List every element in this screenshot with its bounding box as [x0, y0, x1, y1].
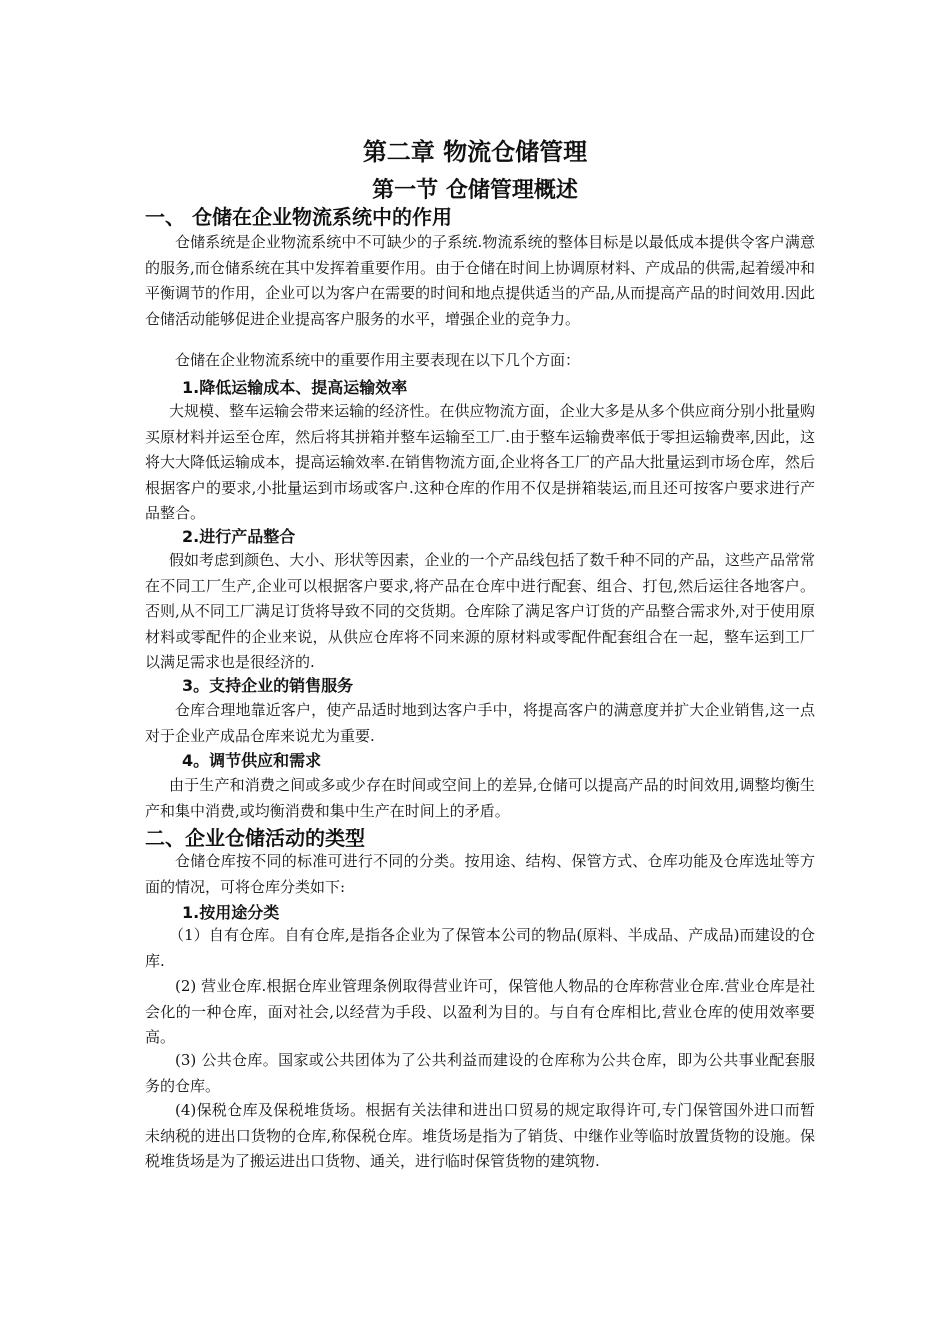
- heading-warehouse-types: 二、企业仓储活动的类型: [145, 826, 365, 850]
- subheading-product-integration: 2.进行产品整合: [182, 527, 296, 546]
- paragraph-sales-service: 仓库合理地靠近客户，使产品适时地到达客户手中，将提高客户的满意度并扩大企业销售,这一点对于企业产成品仓库来说尤为重要.: [145, 701, 815, 745]
- paragraph-warehousing-system: 仓储系统是企业物流系统中不可缺少的子系统.物流系统的整体目标是以最低成本提供令客户满意的服务,而仓储系统在其中发挥着重要作用。由于仓储在时间上协调原材料、产成品的供需,起着缓冲和平衡调节的作用，企业可以为客户在需要的时间和地点提供适当的产品,从而提高产品的时间效用.因此仓储活动能够促进企业提高客户服务的水平，增强企业的竞争力。: [145, 233, 815, 328]
- chapter-title: 第二章 物流仓储管理: [362, 138, 588, 166]
- paragraph-bonded-warehouse: (4)保税仓库及保税堆货场。根据有关法律和进出口贸易的规定取得许可,专门保管国外进口而暂未纳税的进出口货物的仓库,称保税仓库。堆货场是指为了销货、中继作业等临时放置货物的设施。保税堆货场是为了搬运进出口货物、通关，进行临时保管货物的建筑物.: [145, 1101, 815, 1170]
- subheading-supply-demand: 4。调节供应和需求: [182, 751, 322, 770]
- subheading-by-use: 1.按用途分类: [182, 903, 280, 922]
- paragraph-role-intro: 仓储在企业物流系统中的重要作用主要表现在以下几个方面：: [175, 351, 581, 369]
- section-title: 第一节 仓储管理概述: [372, 178, 578, 203]
- paragraph-product-integration: 假如考虑到颜色、大小、形状等因素，企业的一个产品线包括了数千种不同的产品，这些产品常常在不同工厂生产,企业可以根据客户要求,将产品在仓库中进行配套、组合、打包,然后运往各地客户。否则,从不同工厂满足订货将导致不同的交货期。仓库除了满足客户订货的产品整合需求外,对于使用原材料或零配件的企业来说，从供应仓库将不同来源的原材料或零配件配套组合在一起，整车运到工厂以满足需求也是很经济的.: [145, 551, 815, 671]
- subheading-reduce-transport-cost: 1.降低运输成本、提高运输效率: [182, 378, 408, 397]
- heading-role-of-warehousing: 一、 仓储在企业物流系统中的作用: [145, 205, 452, 229]
- paragraph-transport-economy: 大规模、整车运输会带来运输的经济性。在供应物流方面，企业大多是从多个供应商分别小批量购买原材料并运至仓库，然后将其拼箱并整车运输至工厂.由于整车运输费率低于零担运输费率,因此，这将大大降低运输成本，提高运输效率.在销售物流方面,企业将各工厂的产品大批量运到市场仓库，然后根据客户的要求,小批量运到市场或客户.这种仓库的作用不仅是拼箱装运,而且还可按客户要求进行产品整合。: [145, 402, 815, 522]
- paragraph-business-warehouse: (2) 营业仓库.根据仓库业管理条例取得营业许可，保管他人物品的仓库称营业仓库.营业仓库是社会化的一种仓库，面对社会,以经营为手段、以盈利为目的。与自有仓库相比,营业仓库的使用效率要高。: [145, 977, 815, 1046]
- paragraph-supply-demand: 由于生产和消费之间或多或少存在时间或空间上的差异,仓储可以提高产品的时间效用,调整均衡生产和集中消费,或均衡消费和集中生产在时间上的矛盾。: [145, 776, 815, 820]
- subheading-sales-service: 3。支持企业的销售服务: [182, 676, 354, 695]
- paragraph-public-warehouse: (3) 公共仓库。国家或公共团体为了公共利益而建设的仓库称为公共仓库，即为公共事业配套服务的仓库。: [145, 1051, 815, 1095]
- paragraph-own-warehouse: （1）自有仓库。自有仓库,是指各企业为了保管本公司的物品(原料、半成品、产成品)而建设的仓库.: [145, 926, 815, 970]
- paragraph-classification-intro: 仓储仓库按不同的标准可进行不同的分类。按用途、结构、保管方式、仓库功能及仓库选址等方面的情况，可将仓库分类如下:: [145, 852, 815, 896]
